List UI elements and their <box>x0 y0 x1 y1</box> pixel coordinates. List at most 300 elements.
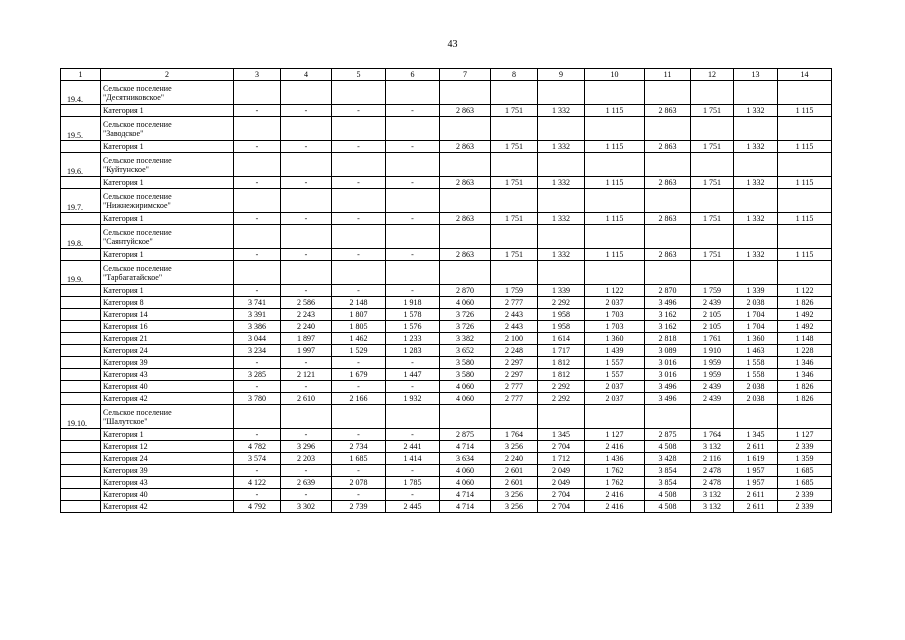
value-cell: - <box>386 285 440 297</box>
empty-cell <box>778 189 832 213</box>
value-cell: 1 704 <box>734 309 778 321</box>
group-header-row <box>61 261 832 285</box>
table-row <box>61 249 832 261</box>
group-name-line: "Шалутское" <box>103 416 148 426</box>
table-row <box>61 357 832 369</box>
category-label: Категория 42 <box>101 393 234 405</box>
value-cell: 3 132 <box>691 501 734 513</box>
column-header: 10 <box>585 69 645 81</box>
empty-cell <box>734 117 778 141</box>
value-cell: 1 807 <box>332 309 386 321</box>
empty-cell <box>61 453 101 465</box>
value-cell: 1 764 <box>691 429 734 441</box>
value-cell: 1 115 <box>778 105 832 117</box>
group-name-line: Сельское поселение <box>103 191 172 201</box>
group-name-line: "Десятниковское" <box>103 92 165 102</box>
empty-cell <box>61 369 101 381</box>
value-cell: 2 870 <box>645 285 691 297</box>
empty-cell <box>585 225 645 249</box>
category-label: Категория 16 <box>101 321 234 333</box>
value-cell: 2 292 <box>538 381 585 393</box>
value-cell: 2 037 <box>585 393 645 405</box>
column-header: 6 <box>386 69 440 81</box>
table-row <box>61 297 832 309</box>
empty-cell <box>234 117 281 141</box>
empty-cell <box>332 81 386 105</box>
value-cell: 1 826 <box>778 297 832 309</box>
value-cell: 1 115 <box>778 249 832 261</box>
value-cell: 1 703 <box>585 321 645 333</box>
empty-cell <box>645 117 691 141</box>
empty-cell <box>691 225 734 249</box>
value-cell: 1 751 <box>491 249 538 261</box>
value-cell: 3 726 <box>440 309 491 321</box>
value-cell: 2 105 <box>691 309 734 321</box>
group-name <box>101 117 234 141</box>
value-cell: 2 439 <box>691 393 734 405</box>
empty-cell <box>585 189 645 213</box>
value-cell: 2 148 <box>332 297 386 309</box>
value-cell: 1 339 <box>734 285 778 297</box>
value-cell: - <box>332 465 386 477</box>
value-cell: 3 089 <box>645 345 691 357</box>
empty-cell <box>61 501 101 513</box>
table-row <box>61 213 832 225</box>
empty-cell <box>234 225 281 249</box>
table-row <box>61 381 832 393</box>
empty-cell <box>332 405 386 429</box>
category-label: Категория 14 <box>101 309 234 321</box>
value-cell: 4 714 <box>440 441 491 453</box>
value-cell: - <box>332 429 386 441</box>
empty-cell <box>491 153 538 177</box>
empty-cell <box>61 381 101 393</box>
empty-cell <box>585 81 645 105</box>
empty-cell <box>386 225 440 249</box>
value-cell: 3 162 <box>645 309 691 321</box>
value-cell: 1 283 <box>386 345 440 357</box>
category-label: Категория 8 <box>101 297 234 309</box>
empty-cell <box>281 225 332 249</box>
empty-cell <box>61 429 101 441</box>
value-cell: 1 115 <box>585 105 645 117</box>
group-header-row <box>61 81 832 105</box>
value-cell: 1 685 <box>778 477 832 489</box>
value-cell: 2 478 <box>691 465 734 477</box>
value-cell: 1 346 <box>778 369 832 381</box>
value-cell: 2 611 <box>734 441 778 453</box>
value-cell: 1 578 <box>386 309 440 321</box>
value-cell: 1 712 <box>538 453 585 465</box>
value-cell: 1 122 <box>778 285 832 297</box>
value-cell: 3 016 <box>645 357 691 369</box>
category-label: Категория 40 <box>101 489 234 501</box>
value-cell: 1 751 <box>691 177 734 189</box>
group-name <box>101 81 234 105</box>
value-cell: - <box>332 177 386 189</box>
value-cell: 3 780 <box>234 393 281 405</box>
empty-cell <box>61 345 101 357</box>
empty-cell <box>61 141 101 153</box>
value-cell: 2 863 <box>645 105 691 117</box>
value-cell: 2 704 <box>538 501 585 513</box>
value-cell: - <box>234 429 281 441</box>
value-cell: 1 703 <box>585 309 645 321</box>
value-cell: 2 038 <box>734 381 778 393</box>
value-cell: 2 292 <box>538 393 585 405</box>
value-cell: 3 132 <box>691 489 734 501</box>
empty-cell <box>332 189 386 213</box>
value-cell: 1 932 <box>386 393 440 405</box>
empty-cell <box>61 249 101 261</box>
empty-cell <box>332 153 386 177</box>
value-cell: 4 508 <box>645 441 691 453</box>
value-cell: - <box>332 213 386 225</box>
value-cell: 1 332 <box>734 249 778 261</box>
empty-cell <box>234 81 281 105</box>
value-cell: 3 726 <box>440 321 491 333</box>
empty-cell <box>61 177 101 189</box>
value-cell: 1 751 <box>691 141 734 153</box>
empty-cell <box>234 189 281 213</box>
table-row <box>61 369 832 381</box>
value-cell: 1 115 <box>585 177 645 189</box>
value-cell: 1 759 <box>691 285 734 297</box>
value-cell: 2 601 <box>491 465 538 477</box>
empty-cell <box>734 81 778 105</box>
empty-cell <box>234 261 281 285</box>
value-cell: 1 360 <box>734 333 778 345</box>
table-row <box>61 285 832 297</box>
group-name <box>101 261 234 285</box>
value-cell: 2 439 <box>691 297 734 309</box>
value-cell: 1 332 <box>538 141 585 153</box>
value-cell: - <box>281 213 332 225</box>
value-cell: 4 060 <box>440 297 491 309</box>
value-cell: 2 863 <box>440 177 491 189</box>
value-cell: 1 759 <box>491 285 538 297</box>
value-cell: 1 761 <box>691 333 734 345</box>
table-row <box>61 501 832 513</box>
value-cell: - <box>386 177 440 189</box>
value-cell: 2 037 <box>585 381 645 393</box>
value-cell: 4 714 <box>440 501 491 513</box>
value-cell: - <box>234 285 281 297</box>
value-cell: 2 100 <box>491 333 538 345</box>
value-cell: 1 332 <box>734 141 778 153</box>
value-cell: - <box>332 285 386 297</box>
table-row <box>61 441 832 453</box>
empty-cell <box>585 405 645 429</box>
value-cell: 4 060 <box>440 381 491 393</box>
value-cell: - <box>386 357 440 369</box>
empty-cell <box>61 309 101 321</box>
group-header-row <box>61 189 832 213</box>
empty-cell <box>386 153 440 177</box>
value-cell: 2 875 <box>645 429 691 441</box>
value-cell: 3 428 <box>645 453 691 465</box>
value-cell: 1 751 <box>491 213 538 225</box>
empty-cell <box>61 477 101 489</box>
value-cell: 1 897 <box>281 333 332 345</box>
value-cell: 1 958 <box>538 309 585 321</box>
value-cell: 2 863 <box>645 177 691 189</box>
value-cell: 1 127 <box>585 429 645 441</box>
table-body <box>61 69 832 513</box>
table-row <box>61 393 832 405</box>
table-row <box>61 345 832 357</box>
value-cell: 1 558 <box>734 369 778 381</box>
value-cell: 1 228 <box>778 345 832 357</box>
group-name-line: "Куйтунское" <box>103 164 149 174</box>
table-row <box>61 105 832 117</box>
group-name-line: "Тарбагатайское" <box>103 272 163 282</box>
value-cell: 2 240 <box>491 453 538 465</box>
category-label: Категория 24 <box>101 453 234 465</box>
value-cell: 1 339 <box>538 285 585 297</box>
value-cell: 1 492 <box>778 321 832 333</box>
value-cell: 2 038 <box>734 393 778 405</box>
value-cell: 1 332 <box>734 105 778 117</box>
category-label: Категория 1 <box>101 141 234 153</box>
value-cell: 1 558 <box>734 357 778 369</box>
category-label: Категория 1 <box>101 285 234 297</box>
value-cell: 2 863 <box>440 213 491 225</box>
empty-cell <box>691 405 734 429</box>
value-cell: 4 060 <box>440 465 491 477</box>
category-label: Категория 12 <box>101 441 234 453</box>
empty-cell <box>538 225 585 249</box>
value-cell: 1 805 <box>332 321 386 333</box>
value-cell: - <box>332 489 386 501</box>
value-cell: 2 116 <box>691 453 734 465</box>
group-name <box>101 225 234 249</box>
empty-cell <box>234 153 281 177</box>
empty-cell <box>281 81 332 105</box>
column-header: 9 <box>538 69 585 81</box>
empty-cell <box>491 117 538 141</box>
empty-cell <box>440 405 491 429</box>
value-cell: 2 863 <box>440 141 491 153</box>
empty-cell <box>61 333 101 345</box>
group-name-line: Сельское поселение <box>103 155 172 165</box>
value-cell: 1 557 <box>585 357 645 369</box>
table-row <box>61 309 832 321</box>
group-header-row <box>61 405 832 429</box>
value-cell: - <box>386 105 440 117</box>
value-cell: 1 576 <box>386 321 440 333</box>
value-cell: - <box>281 381 332 393</box>
value-cell: 1 332 <box>734 213 778 225</box>
value-cell: 1 959 <box>691 357 734 369</box>
column-header: 5 <box>332 69 386 81</box>
group-number: 19.8. <box>61 225 101 249</box>
value-cell: 2 611 <box>734 501 778 513</box>
value-cell: 1 115 <box>778 213 832 225</box>
value-cell: - <box>386 213 440 225</box>
value-cell: 4 508 <box>645 501 691 513</box>
value-cell: 2 166 <box>332 393 386 405</box>
value-cell: 1 332 <box>538 105 585 117</box>
value-cell: - <box>281 105 332 117</box>
value-cell: 3 256 <box>491 441 538 453</box>
value-cell: 2 611 <box>734 489 778 501</box>
value-cell: 1 346 <box>778 357 832 369</box>
value-cell: 1 751 <box>691 105 734 117</box>
group-number: 19.6. <box>61 153 101 177</box>
empty-cell <box>645 153 691 177</box>
value-cell: 1 359 <box>778 453 832 465</box>
value-cell: 1 751 <box>491 105 538 117</box>
empty-cell <box>61 393 101 405</box>
group-name-line: Сельское поселение <box>103 119 172 129</box>
value-cell: - <box>281 177 332 189</box>
value-cell: - <box>386 429 440 441</box>
value-cell: 2 445 <box>386 501 440 513</box>
empty-cell <box>645 225 691 249</box>
value-cell: 1 115 <box>585 213 645 225</box>
value-cell: 2 037 <box>585 297 645 309</box>
value-cell: 2 339 <box>778 489 832 501</box>
group-name <box>101 189 234 213</box>
category-label: Категория 42 <box>101 501 234 513</box>
group-number: 19.9. <box>61 261 101 285</box>
value-cell: 2 243 <box>281 309 332 321</box>
column-header: 14 <box>778 69 832 81</box>
value-cell: 3 016 <box>645 369 691 381</box>
column-header: 4 <box>281 69 332 81</box>
value-cell: - <box>281 285 332 297</box>
value-cell: 1 764 <box>491 429 538 441</box>
value-cell: 1 826 <box>778 381 832 393</box>
empty-cell <box>778 117 832 141</box>
value-cell: 3 854 <box>645 465 691 477</box>
value-cell: 1 958 <box>538 321 585 333</box>
value-cell: 2 870 <box>440 285 491 297</box>
table-row <box>61 489 832 501</box>
empty-cell <box>440 261 491 285</box>
value-cell: 1 447 <box>386 369 440 381</box>
value-cell: 1 345 <box>734 429 778 441</box>
table-row <box>61 429 832 441</box>
empty-cell <box>491 81 538 105</box>
empty-cell <box>734 225 778 249</box>
value-cell: - <box>332 249 386 261</box>
empty-cell <box>778 81 832 105</box>
empty-cell <box>778 261 832 285</box>
empty-cell <box>691 153 734 177</box>
tariff-table <box>60 68 832 513</box>
empty-cell <box>61 465 101 477</box>
value-cell: - <box>234 357 281 369</box>
value-cell: 3 580 <box>440 369 491 381</box>
empty-cell <box>538 261 585 285</box>
category-label: Категория 39 <box>101 465 234 477</box>
value-cell: - <box>234 105 281 117</box>
empty-cell <box>61 489 101 501</box>
value-cell: 2 734 <box>332 441 386 453</box>
value-cell: 3 496 <box>645 297 691 309</box>
value-cell: 3 302 <box>281 501 332 513</box>
value-cell: - <box>281 489 332 501</box>
empty-cell <box>440 189 491 213</box>
value-cell: 3 391 <box>234 309 281 321</box>
empty-cell <box>332 261 386 285</box>
group-name-line: "Нижнежиримское" <box>103 200 171 210</box>
empty-cell <box>734 153 778 177</box>
value-cell: 2 203 <box>281 453 332 465</box>
value-cell: - <box>234 213 281 225</box>
category-label: Категория 21 <box>101 333 234 345</box>
value-cell: 3 854 <box>645 477 691 489</box>
value-cell: 2 704 <box>538 489 585 501</box>
empty-cell <box>61 441 101 453</box>
value-cell: 1 685 <box>778 465 832 477</box>
value-cell: 1 762 <box>585 465 645 477</box>
empty-cell <box>691 261 734 285</box>
value-cell: 1 332 <box>538 213 585 225</box>
value-cell: - <box>281 465 332 477</box>
value-cell: 1 345 <box>538 429 585 441</box>
value-cell: 1 233 <box>386 333 440 345</box>
value-cell: 3 132 <box>691 441 734 453</box>
value-cell: 1 332 <box>538 249 585 261</box>
column-header: 12 <box>691 69 734 81</box>
value-cell: 2 610 <box>281 393 332 405</box>
value-cell: 2 777 <box>491 381 538 393</box>
value-cell: 2 416 <box>585 441 645 453</box>
value-cell: 2 038 <box>734 297 778 309</box>
value-cell: 3 285 <box>234 369 281 381</box>
empty-cell <box>386 189 440 213</box>
column-header: 3 <box>234 69 281 81</box>
value-cell: 1 812 <box>538 369 585 381</box>
value-cell: 1 332 <box>538 177 585 189</box>
value-cell: 3 496 <box>645 393 691 405</box>
group-name-line: Сельское поселение <box>103 263 172 273</box>
value-cell: - <box>386 381 440 393</box>
category-label: Категория 1 <box>101 213 234 225</box>
value-cell: 3 234 <box>234 345 281 357</box>
table-row <box>61 321 832 333</box>
empty-cell <box>585 117 645 141</box>
value-cell: 2 121 <box>281 369 332 381</box>
value-cell: 1 462 <box>332 333 386 345</box>
value-cell: 3 386 <box>234 321 281 333</box>
category-label: Категория 43 <box>101 369 234 381</box>
empty-cell <box>734 189 778 213</box>
value-cell: 1 115 <box>585 141 645 153</box>
empty-cell <box>61 357 101 369</box>
empty-cell <box>332 225 386 249</box>
value-cell: 2 818 <box>645 333 691 345</box>
value-cell: 2 248 <box>491 345 538 357</box>
value-cell: - <box>281 249 332 261</box>
value-cell: 4 122 <box>234 477 281 489</box>
value-cell: 1 918 <box>386 297 440 309</box>
value-cell: - <box>332 381 386 393</box>
group-number: 19.10. <box>61 405 101 429</box>
empty-cell <box>386 117 440 141</box>
value-cell: 2 863 <box>645 141 691 153</box>
category-label: Категория 24 <box>101 345 234 357</box>
value-cell: - <box>234 249 281 261</box>
value-cell: - <box>234 177 281 189</box>
group-number: 19.4. <box>61 81 101 105</box>
column-header: 13 <box>734 69 778 81</box>
empty-cell <box>234 405 281 429</box>
value-cell: 1 826 <box>778 393 832 405</box>
